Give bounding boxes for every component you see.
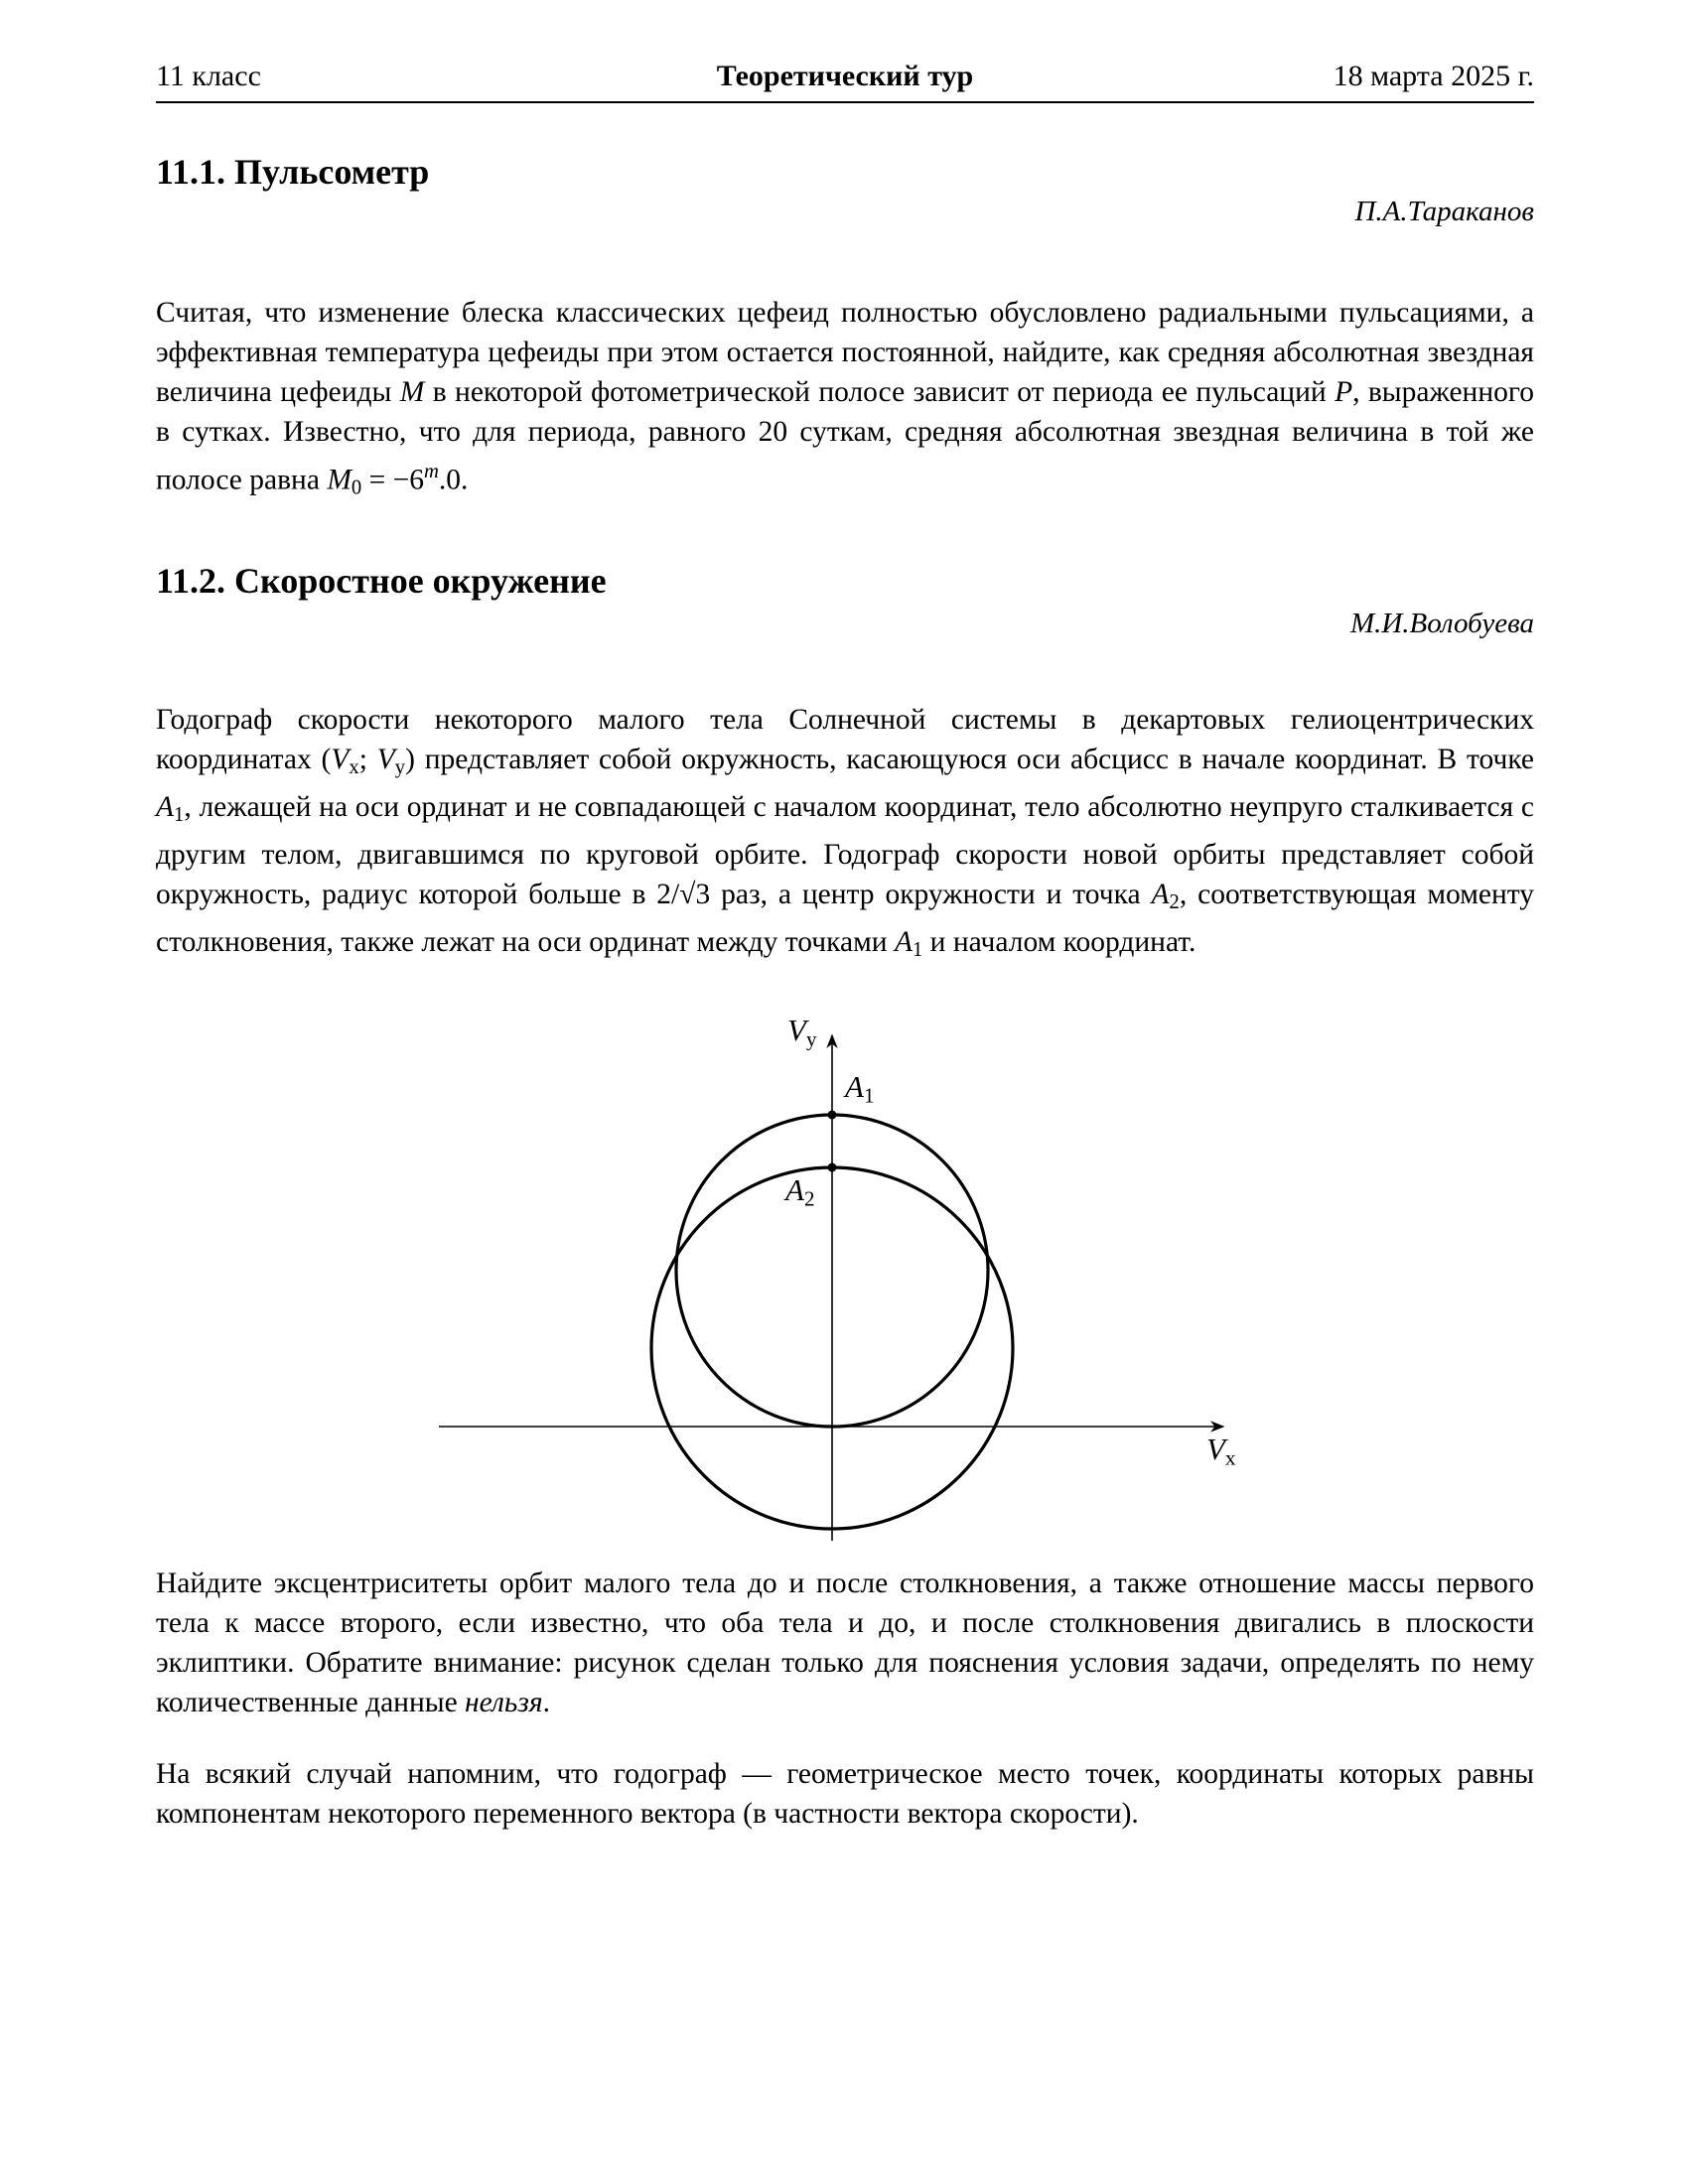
math-A: A xyxy=(1151,879,1170,911)
text-run: , лежащей на оси ординат и не совпадающей с началом координат, тело абсолютно неупруго сталкивается с другим телом, двигавшимся по круговой орбите. Годограф скорости новой орбиты представляет собой окружность, радиус которой больше в 2/√3 раз, а центр окружности и точка xyxy=(156,791,1534,911)
text-run: На всякий случай напомним, что годограф — геометрическое место точек, координаты которых равны компонентам некоторого переменного вектора (в частности вектора скорости). xyxy=(156,1758,1534,1830)
paragraph xyxy=(156,1564,1534,1722)
axis-x-label: $V_x$ xyxy=(1206,1432,1236,1470)
problem-2-text xyxy=(156,700,1534,971)
problem-2-number: 11.2. xyxy=(156,561,226,601)
math-A: A xyxy=(894,926,913,959)
math-subscript: x xyxy=(349,756,359,779)
math-subscript: 1 xyxy=(174,804,185,827)
math-value: .0. xyxy=(438,464,469,496)
text-run: Найдите эксцентриситеты орбит малого тела до и после столкновения, а также отношение массы первого тела к массе второго, если известно, что оба тела и до, и после столкновения двигались в плоскости эклиптики. Обратите внимание: рисунок сделан только для пояснения условия задачи, определять по нему количественные данные xyxy=(156,1568,1534,1718)
text-run: Считая, что изменение блеска классических цефеид полностью обусловлено радиальными пульсациями, а эффективная температура цефеиды при этом остается постоянной, найдите, как средняя абсолютная звездная величина цефеиды xyxy=(156,297,1534,408)
tour-title: Теоретический тур xyxy=(716,60,974,92)
text-run: и началом координат. xyxy=(922,926,1196,959)
math-subscript: y xyxy=(394,756,406,779)
text-run: , соответствующая моменту столкновения, также лежат на оси ординат между точками xyxy=(156,879,1534,959)
paragraph xyxy=(156,293,1534,508)
math-M: M xyxy=(399,376,425,408)
math-subscript: 1 xyxy=(912,939,923,962)
math-subscript: 2 xyxy=(1169,891,1180,914)
page-header xyxy=(156,58,1534,103)
problem-1-heading xyxy=(156,151,429,193)
text-run: . xyxy=(542,1687,550,1718)
math-V: V xyxy=(331,744,350,775)
point-a2-label: $A_2$ xyxy=(785,1172,815,1211)
math-value: = −6 xyxy=(361,464,424,496)
math-P: P xyxy=(1335,376,1353,408)
problem-2-author: М.И.Волобуева xyxy=(1349,608,1534,639)
text-run: ; xyxy=(358,744,377,775)
problem-2-question xyxy=(156,1564,1534,1722)
point-a1-label: $A_1$ xyxy=(845,1069,875,1108)
paragraph xyxy=(156,1754,1534,1834)
math-V: V xyxy=(376,744,395,775)
math-superscript: m xyxy=(424,461,439,482)
problem-2-title: Скоростное окружение xyxy=(234,561,607,601)
point-a2-dot xyxy=(828,1163,837,1172)
emphasis-word: нельзя xyxy=(465,1687,543,1718)
point-a1-dot xyxy=(828,1111,837,1120)
math-M0: M xyxy=(327,464,352,496)
text-run: Годограф скорости некоторого малого тела Солнечной системы в декартовых гелиоцентрических координатах ( xyxy=(156,704,1534,775)
grade-label: 11 класс xyxy=(156,60,261,92)
problem-1-text xyxy=(156,293,1534,508)
text-run: в некоторой фотометрической полосе зависит от периода ее пульсаций xyxy=(424,376,1336,408)
axis-y-label: $V_y$ xyxy=(787,1013,817,1051)
text-run: , выраженного в сутках. Известно, что для периода, равного 20 суткам, средняя абсолютная звездная величина в той же полосе равна xyxy=(156,376,1534,496)
problem-2-heading xyxy=(156,560,607,602)
problem-2-note xyxy=(156,1754,1534,1834)
exam-date: 18 марта 2025 г. xyxy=(1333,60,1534,92)
hodograph-before-circle xyxy=(676,1115,988,1427)
math-subscript: 0 xyxy=(351,477,362,499)
problem-1-author: П.А.Тараканов xyxy=(1354,196,1534,227)
problem-1-title: Пульсометр xyxy=(234,152,430,192)
hodograph-after-circle xyxy=(651,1167,1013,1529)
math-A: A xyxy=(156,791,175,824)
paragraph xyxy=(156,700,1534,971)
problem-1-number: 11.1. xyxy=(156,152,226,192)
text-run: ) представляет собой окружность, касающуюся оси абсцисс в начале координат. В точке xyxy=(405,744,1535,775)
